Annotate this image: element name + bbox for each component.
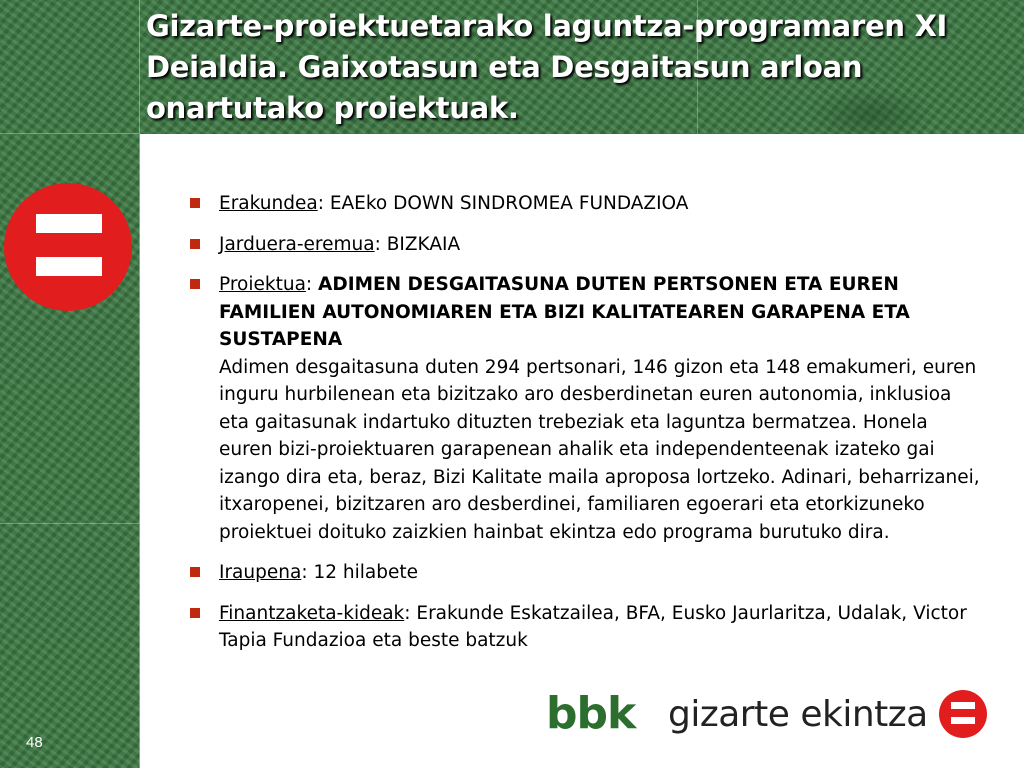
list-item-finantzaketa-kideak: Finantzaketa-kideak: Erakunde Eskatzailea, BFA, Eusko Jaurlaritza, Udalak, Victor Tapia Fundazioa eta beste batzuk [190, 600, 980, 655]
square-bullet-icon [190, 239, 200, 249]
square-bullet-icon [190, 198, 200, 208]
iraupena-label: Iraupena [219, 562, 302, 583]
proiektua-label: Proiektua [219, 274, 306, 295]
list-item-jarduera-eremua: Jarduera-eremua: BIZKAIA [190, 231, 980, 259]
proiektua-description: Adimen desgaitasuna duten 294 pertsonari, 146 gizon eta 148 emakumeri, euren inguru hurbilenean eta bizitzako aro desberdinetan euren autonomia, inklusioa eta gaitasunak indartuko dituzten trebeziak eta laguntza bermatzea. Honela euren bizi-proiektuaren garapenean ahalik eta independenteenak izateko gai izango dira eta, beraz, Bizi Kalitate maila aproposa lortzeko. Adinari, beharrizanei, itxaropenei, bizitzaren aro desberdinei, familiaren egoerari eta etorkizuneko proiektuei doituko zaizkien hainbat ekintza edo programa burutuko dira. [219, 356, 980, 543]
erakundea-value: EAEko DOWN SINDROMEA FUNDAZIOA [329, 193, 689, 214]
equals-logo-icon [4, 183, 132, 311]
equals-logo-small-icon [939, 690, 987, 738]
iraupena-value: 12 hilabete [313, 562, 418, 583]
square-bullet-icon [190, 608, 200, 618]
list-item-proiektua: Proiektua: ADIMEN DESGAITASUNA DUTEN PERTSONEN ETA EUREN FAMILIEN AUTONOMIAREN ETA BIZI KALITATEAREN GARAPENA ETA SUSTAPENA Adimen desgaitasuna duten 294 pertsonari, 146 gizon eta 148 emakumeri, euren inguru hurbilenean eta bizitzako aro desberdinetan euren autonomia, inklusioa eta gaitasunak indartuko dituzten trebeziak eta laguntza bermatzea. Honela euren bizi-proiektuaren garapenean ahalik eta independenteenak izateko gai izango dira eta, beraz, Bizi Kalitate maila aproposa lortzeko. Adinari, beharrizanei, itxaropenei, bizitzaren aro desberdinei, familiaren egoerari eta etorkizuneko proiektuei doituko zaizkien hainbat ekintza edo programa burutuko dira. [190, 271, 980, 546]
list-item-iraupena: Iraupena: 12 hilabete [190, 559, 980, 587]
square-bullet-icon [190, 279, 200, 289]
list-item-erakundea: Erakundea: EAEko DOWN SINDROMEA FUNDAZIOA [190, 190, 980, 218]
background-divider [0, 523, 139, 524]
bbk-gizarte-ekintza-logo [546, 690, 991, 742]
background-divider [0, 133, 139, 134]
jarduera-eremua-value: BIZKAIA [386, 233, 461, 255]
erakundea-label: Erakundea [219, 193, 318, 214]
gizarte-ekintza-text: gizarte ekintza [668, 694, 928, 735]
proiektua-title: ADIMEN DESGAITASUNA DUTEN PERTSONEN ETA EUREN FAMILIEN AUTONOMIAREN ETA BIZI KALITATEAREN GARAPENA ETA SUSTAPENA [219, 274, 910, 350]
page-number: 48 [26, 734, 43, 751]
finantzaketa-kideak-value: Erakunde Eskatzailea, BFA, Eusko Jaurlaritza, Udalak, Victor Tapia Fundazioa eta beste batzuk [219, 602, 967, 651]
jarduera-eremua-label: Jarduera-eremua [219, 233, 375, 255]
project-details-list [190, 190, 980, 668]
bbk-wordmark: bbk [546, 688, 636, 739]
finantzaketa-kideak-label: Finantzaketa-kideak [219, 602, 405, 624]
square-bullet-icon [190, 567, 200, 577]
slide-title: Gizarte-proiektuetarako laguntza-programaren XI Deialdia. Gaixotasun eta Desgaitasun arloan onartutako proiektuak. [146, 9, 948, 125]
